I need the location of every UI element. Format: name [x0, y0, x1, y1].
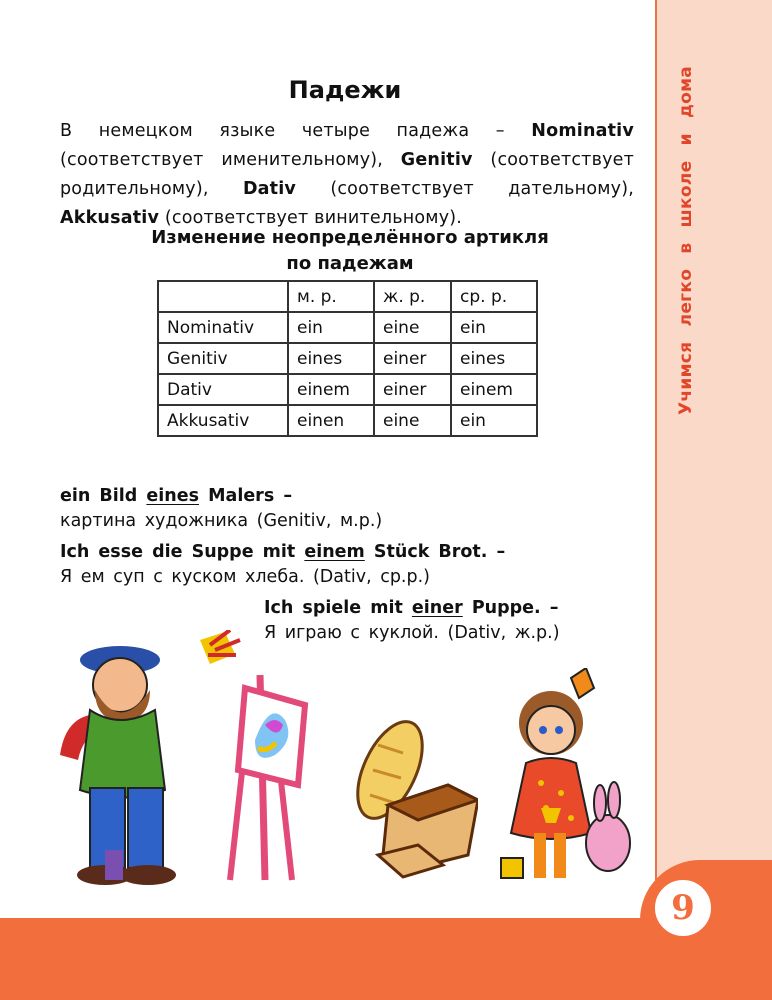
example-article: einem: [304, 542, 365, 562]
example-german: [60, 484, 382, 509]
page-number-badge: [652, 877, 714, 939]
table-title: [110, 225, 590, 277]
example-text: Ich esse die Suppe mit: [60, 542, 305, 562]
table-cell: einen: [288, 405, 374, 436]
painter-illustration: [60, 630, 310, 895]
term-dativ: Dativ: [242, 179, 297, 199]
example-2: [60, 540, 505, 590]
intro-paragraph: [60, 117, 634, 233]
term-genitiv: Genitiv: [400, 150, 473, 170]
footer-band: [0, 918, 772, 1000]
intro-text: (соответствует дательному),: [296, 179, 634, 199]
girl-with-bunny-icon: [501, 668, 630, 878]
table-header-cell: м. р.: [288, 281, 374, 312]
example-article: einer: [411, 598, 463, 618]
table-cell: ein: [451, 312, 537, 343]
table-row: [158, 405, 537, 436]
table-row: [158, 343, 537, 374]
example-text: ein Bild: [60, 486, 147, 506]
example-german: [264, 596, 560, 621]
article-table: [157, 280, 538, 437]
table-cell: eines: [288, 343, 374, 374]
table-title-line-2: по падежам: [286, 253, 414, 274]
table-cell: eine: [374, 312, 451, 343]
example-text: Stück Brot. –: [364, 542, 506, 562]
table-header-cell: ср. р.: [451, 281, 537, 312]
table-cell: eine: [374, 405, 451, 436]
sidebar-series-title: Учимся легко в школе и дома: [676, 65, 696, 415]
painter-figure-icon: [60, 630, 240, 885]
table-cell: Genitiv: [158, 343, 288, 374]
table-title-line-1: Изменение неопределённого артикля: [151, 227, 549, 248]
page-number: 9: [671, 888, 695, 928]
easel-icon: [230, 675, 305, 880]
table-cell: ein: [288, 312, 374, 343]
table-row: [158, 312, 537, 343]
girl-illustration: [496, 668, 646, 893]
example-russian: Я ем суп с куском хлеба. (Dativ, ср.р.): [60, 567, 430, 587]
table-header-row: [158, 281, 537, 312]
table-row: [158, 374, 537, 405]
example-text: Ich spiele mit: [264, 598, 412, 618]
example-article: eines: [146, 486, 199, 506]
table-cell: Akkusativ: [158, 405, 288, 436]
table-cell: einer: [374, 374, 451, 405]
table-cell: einem: [288, 374, 374, 405]
term-akkusativ: Akkusativ: [60, 208, 160, 228]
table-cell: einem: [451, 374, 537, 405]
intro-text: (соответствует винительному).: [159, 208, 463, 228]
term-nominativ: Nominativ: [531, 121, 634, 141]
intro-text: В немецком языке четыре падежа –: [60, 121, 532, 141]
sidebar-strip: [655, 0, 772, 880]
bread-illustration: [348, 715, 478, 885]
table-cell: einer: [374, 343, 451, 374]
table-cell: Dativ: [158, 374, 288, 405]
example-german: [60, 540, 505, 565]
table-header-cell: [158, 281, 288, 312]
table-header-cell: ж. р.: [374, 281, 451, 312]
example-russian: картина художника (Genitiv, м.р.): [60, 511, 383, 531]
example-text: Malers –: [199, 486, 293, 506]
intro-text: (соответствует именительному),: [60, 150, 401, 170]
page-title: Падежи: [288, 76, 402, 104]
table-cell: eines: [451, 343, 537, 374]
table-cell: Nominativ: [158, 312, 288, 343]
example-1: [60, 484, 382, 534]
bread-icon: [348, 715, 478, 877]
intro-text: (соответствует родительному),: [60, 150, 634, 199]
example-text: Puppe. –: [462, 598, 559, 618]
example-russian: Я играю с куклой. (Dativ, ж.р.): [264, 623, 560, 643]
table-cell: ein: [451, 405, 537, 436]
